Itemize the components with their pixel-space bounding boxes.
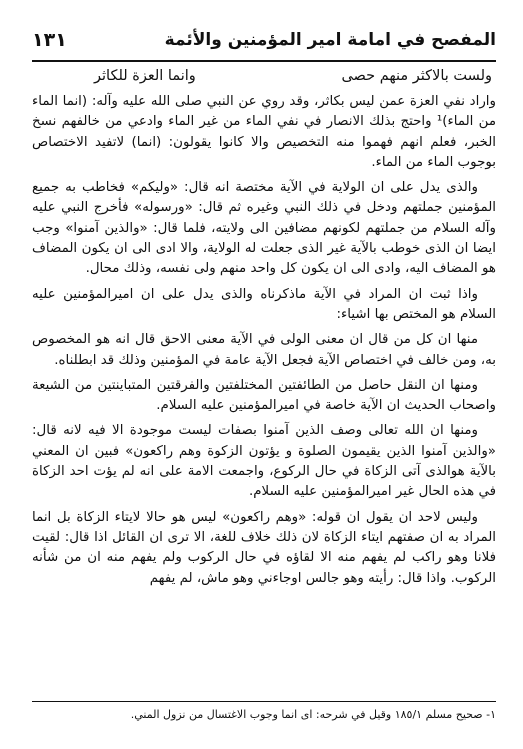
paragraph: وليس لاحد ان يقول ان قوله: «وهم راكعون» ليس هو حالا لايتاء الزكاة بل انما المراد به ان صفتهم ايتاء الزكاة لان ذلك خلاف للغة، الا ترى ان القائل اذا قال: لقيت فلانا وهو راكب لم يفهم منه الا لقاؤه في حال الركوب ولم يفهم منه ان من شأنه الركوب. واذا قال: رأيته وهو جالس اوجاءني وهو ماش، لم يفهم <box>32 509 496 586</box>
running-title: المفصح في امامة امير المؤمنين والأئمة <box>164 30 496 50</box>
paragraph: ومنها ان النقل حاصل من الطائفتين المختلفتين والفرقتين المتباينتين من الشيعة واصحاب الحديث ان الآية خاصة في اميرالمؤمنين عليه السلام. <box>32 377 496 414</box>
paragraph: واراد نفي العزة عمن ليس بكاثر، وقد روي عن النبي صلى الله عليه وآله: (انما الماء من الماء)¹ واحتج بذلك الانصار في نفي الماء من غير الماء وادعي من خالفهم نسخ الخبر، فعلم انهم فهموا منه التخصيص والا كانوا يقولون: (انما) لاتفيد الاختصاص بوجوب الماء من الماء. <box>32 94 497 170</box>
paragraph: واذا ثبت ان المراد في الآية ماذكرناه والذى يدل على ان اميرالمؤمنين عليه السلام هو المختص بها اشياء: <box>32 286 496 322</box>
verse-first-hemistich: ولست بالاكثر منهم حصى <box>341 68 492 84</box>
footnote: ١- صحيح مسلم ١٨٥/١ وقيل في شرحه: اى انما وجوب الاغتسال من نزول المني. <box>32 701 496 722</box>
paragraph: ومنها ان الله تعالى وصف الذين آمنوا بصفات ليست موجودة الا فيه لانه قال: «والذين آمنوا الذين يقيمون الصلوة و يؤتون الزكوة وهم راكعون» فبين ان المعني بالآية هوالذى آتى الزكاة في حال الركوع، واجمعت الامة على انه لم يؤت احد الزكاة في هذه الحال غير اميرالمؤمنين عليه السلام. <box>32 423 496 500</box>
poetry-verse <box>32 66 496 86</box>
page-header <box>32 20 496 62</box>
verse-second-hemistich: وانما العزة للكاثر <box>94 68 196 84</box>
paragraph: والذى يدل على ان الولاية في الآية مختصة انه قال: «وليكم» فخاطب به جميع المؤمنين جملتهم ودخل في ذلك النبي وغيره ثم قال: «ورسوله» فأخرج النبي عليه وآله السلام من جملتهم لكونهم مضافين الى ولايته، فلما قال: «والذين آمنوا» وجب ايضا ان الذى خوطب بالآية غير الذى جعلت له الولاية، والا ادى الى ان يكون المضاف هو المضاف اليه، وادى الى ان يكون كل واحد منهم ولى نفسه، وذلك محال. <box>32 180 496 277</box>
page-number: ١٣١ <box>32 29 67 51</box>
main-text <box>32 92 496 594</box>
paragraph: منها ان كل من قال ان معنى الولى في الآية معنى الاحق قال انه هو المخصوص به، ومن خالف في اختصاص الآية فجعل الآية عامة في المؤمنين وذلك قد ابطلناه. <box>32 332 496 368</box>
